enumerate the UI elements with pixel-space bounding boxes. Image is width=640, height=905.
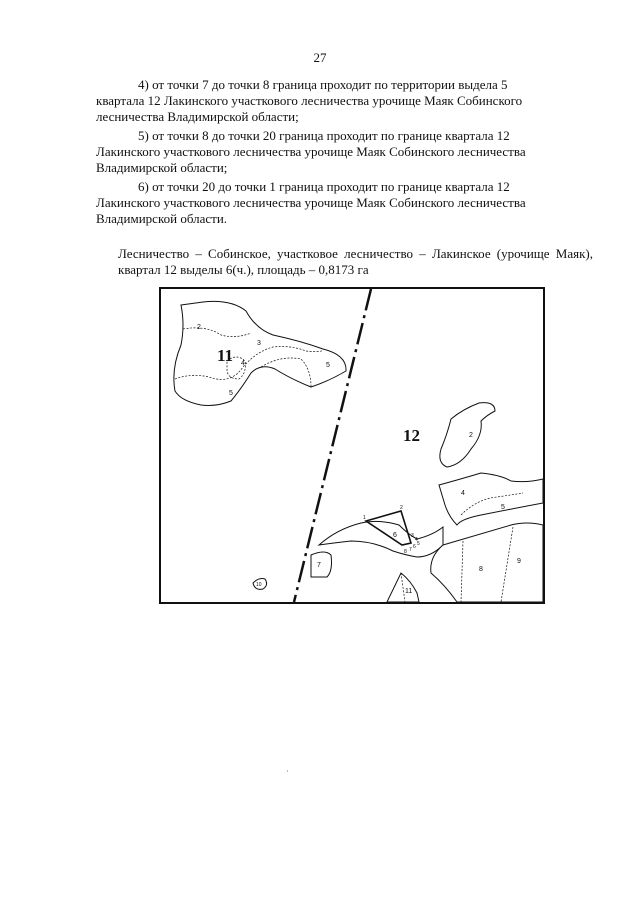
paragraph-line: лесничества Владимирской области; [96,109,299,124]
q12-plot-7-polygon [311,552,332,577]
paragraph-line: Владимирской области; [96,160,228,175]
survey-point-label: 2 [400,505,403,511]
q12-plot-8-9-polygon [431,523,543,602]
q12-plot-label: 5 [501,504,505,511]
q12-plot-label: 9 [517,558,521,565]
paragraph-line: 4) от точки 7 до точки 8 граница проходит по территории выдела 5 [138,77,508,92]
quarter-boundary-line [294,289,371,602]
paragraph-line: 6) от точки 20 до точки 1 граница проходит по границе квартала 12 [138,179,510,194]
quarter-label-11: 11 [217,346,234,365]
survey-point-label: 3 [411,533,414,539]
q11-plot-label: 4 [241,360,245,367]
q12-plot-label: 8 [479,566,483,573]
map-caption: Лесничество – Собинское, участковое лесничество – Лакинское (урочище Маяк), квартал 12 выделы 6(ч.), площадь – 0,8173 га [118,246,593,277]
survey-point-label: 7 [409,547,412,553]
q12-plot-label: 11 [405,588,413,595]
paragraph-line: 5) от точки 8 до точки 20 граница проходит по границе квартала 12 [138,128,510,143]
q12-plot-6-strip [319,521,443,557]
q12-plot-label: 6 [393,532,397,539]
q11-plot-label: 3 [257,340,261,347]
paragraph-5 [96,128,601,176]
page-number: 27 [313,50,327,65]
paragraph-line: Лакинского участкового лесничества урочище Маяк Собинского лесничества [96,195,526,210]
q12-plot-label: 2 [469,432,473,439]
q11-plot-label: 5 [229,390,233,397]
q11-plot-label: 2 [197,324,201,331]
paragraph-line: Владимирской области. [96,211,228,226]
survey-point-label: 6 [413,544,416,550]
survey-point-label: 1 [363,515,366,521]
q12-plot-4-5-polygon [439,473,543,525]
paragraph-line: Лакинского участкового лесничества урочище Маяк Собинского лесничества [96,144,526,159]
scan-speck [287,770,288,772]
q11-plot-label: 5 [326,362,330,369]
paragraph-6 [96,179,601,227]
q12-plot-2-polygon [440,403,495,467]
paragraph-4 [96,77,601,125]
q11-polygon [174,301,346,405]
survey-point-label: 8 [404,549,407,555]
forest-map-svg [161,289,543,602]
paragraph-line: квартала 12 Лакинского участкового лесничества урочище Маяк Собинского [96,93,523,108]
q12-plot-label: 7 [317,562,321,569]
q12-plot-label: 10 [256,582,262,588]
forest-map [159,287,545,604]
quarter-label-12: 12 [403,426,420,445]
q12-plot-label: 4 [461,490,465,497]
survey-point-label: 5 [417,541,420,547]
survey-point-label: 4 [415,537,418,543]
